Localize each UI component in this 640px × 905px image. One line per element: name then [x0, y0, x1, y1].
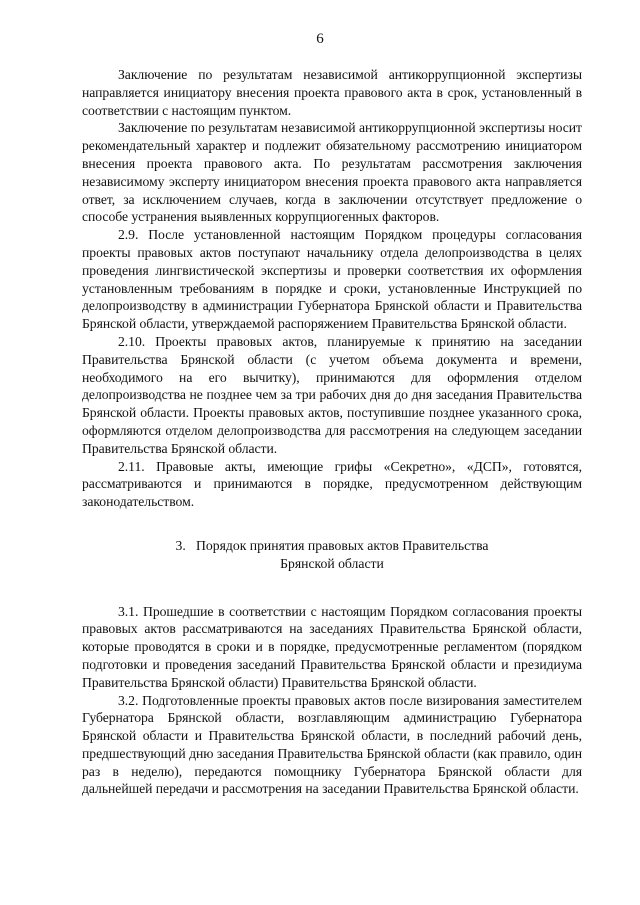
paragraph-2-10: 2.10. Проекты правовых актов, планируемые к принятию на заседании Правительства Брянской области (с учетом объема документа и времени, необходимого на его вычитку), принимаются для оформления отделом делопроизводства не позднее чем за три рабочих дня до дня заседания Правительства Брянской области. Проекты правовых актов, поступившие позднее указанного срока, оформляются отделом делопроизводства для рассмотрения на следующем заседании Правительства Брянской области.: [82, 333, 582, 456]
section-heading-3: [82, 537, 582, 573]
paragraph-3-1: 3.1. Прошедшие в соответствии с настоящим Порядком согласования проекты правовых актов рассматриваются на заседаниях Правительства Брянской области, которые проводятся в сроки и в порядке, предусмотренные регламентом (порядком подготовки и проведения заседаний Правительства Брянской области и президиума Правительства Брянской области) Правительства Брянской области.: [82, 603, 582, 690]
document-body: [82, 66, 582, 798]
paragraph-expertise-conclusion-sent: Заключение по результатам независимой антикоррупционной экспертизы направляется инициатору внесения проекта правового акта в срок, установленный в соответствии с настоящим пунктом.: [82, 67, 582, 118]
section-number: 3.: [175, 537, 186, 553]
section-title-line-1: Порядок принятия правовых актов Правительства: [196, 537, 489, 553]
paragraph-expertise-conclusion-nature: Заключение по результатам независимой антикоррупционной экспертизы носит рекомендательный характер и подлежит обязательному рассмотрению инициатором внесения проекта правового акта. По результатам рассмотрения заключения независимому эксперту инициатором внесения проекта правового акта направляется ответ, за исключением случаев, когда в заключении отсутствует предложение о способе устранения выявленных коррупциогенных факторов.: [82, 120, 582, 225]
section-heading-line-1: [82, 537, 582, 555]
section-title-line-2: Брянской области: [280, 555, 384, 571]
paragraph-2-9: 2.9. После установленной настоящим Порядком процедуры согласования проекты правовых актов поступают начальнику отдела делопроизводства в целях проведения лингвистической экспертизы и проверки соответствия их оформления установленным требованиям в порядке и сроки, установленные Инструкцией по делопроизводству в администрации Губернатора Брянской области и Правительства Брянской области, утверждаемой распоряжением Правительства Брянской области.: [82, 227, 582, 332]
page-number: 6: [316, 31, 324, 47]
paragraph-3-2: 3.2. Подготовленные проекты правовых актов после визирования заместителем Губернатора Брянской области, возглавляющим администрацию Губернатора Брянской области и Правительства Брянской области, в последний рабочий день, предшествующий дню заседания Правительства Брянской области (как правило, один раз в неделю), передаются помощнику Губернатора Брянской области для дальнейшей передачи и рассмотрения на заседании Правительства Брянской области.: [82, 692, 582, 797]
paragraph-2-11: 2.11. Правовые акты, имеющие грифы «Секретно», «ДСП», готовятся, рассматриваются и принимаются в порядке, предусмотренном действующим законодательством.: [82, 458, 582, 510]
